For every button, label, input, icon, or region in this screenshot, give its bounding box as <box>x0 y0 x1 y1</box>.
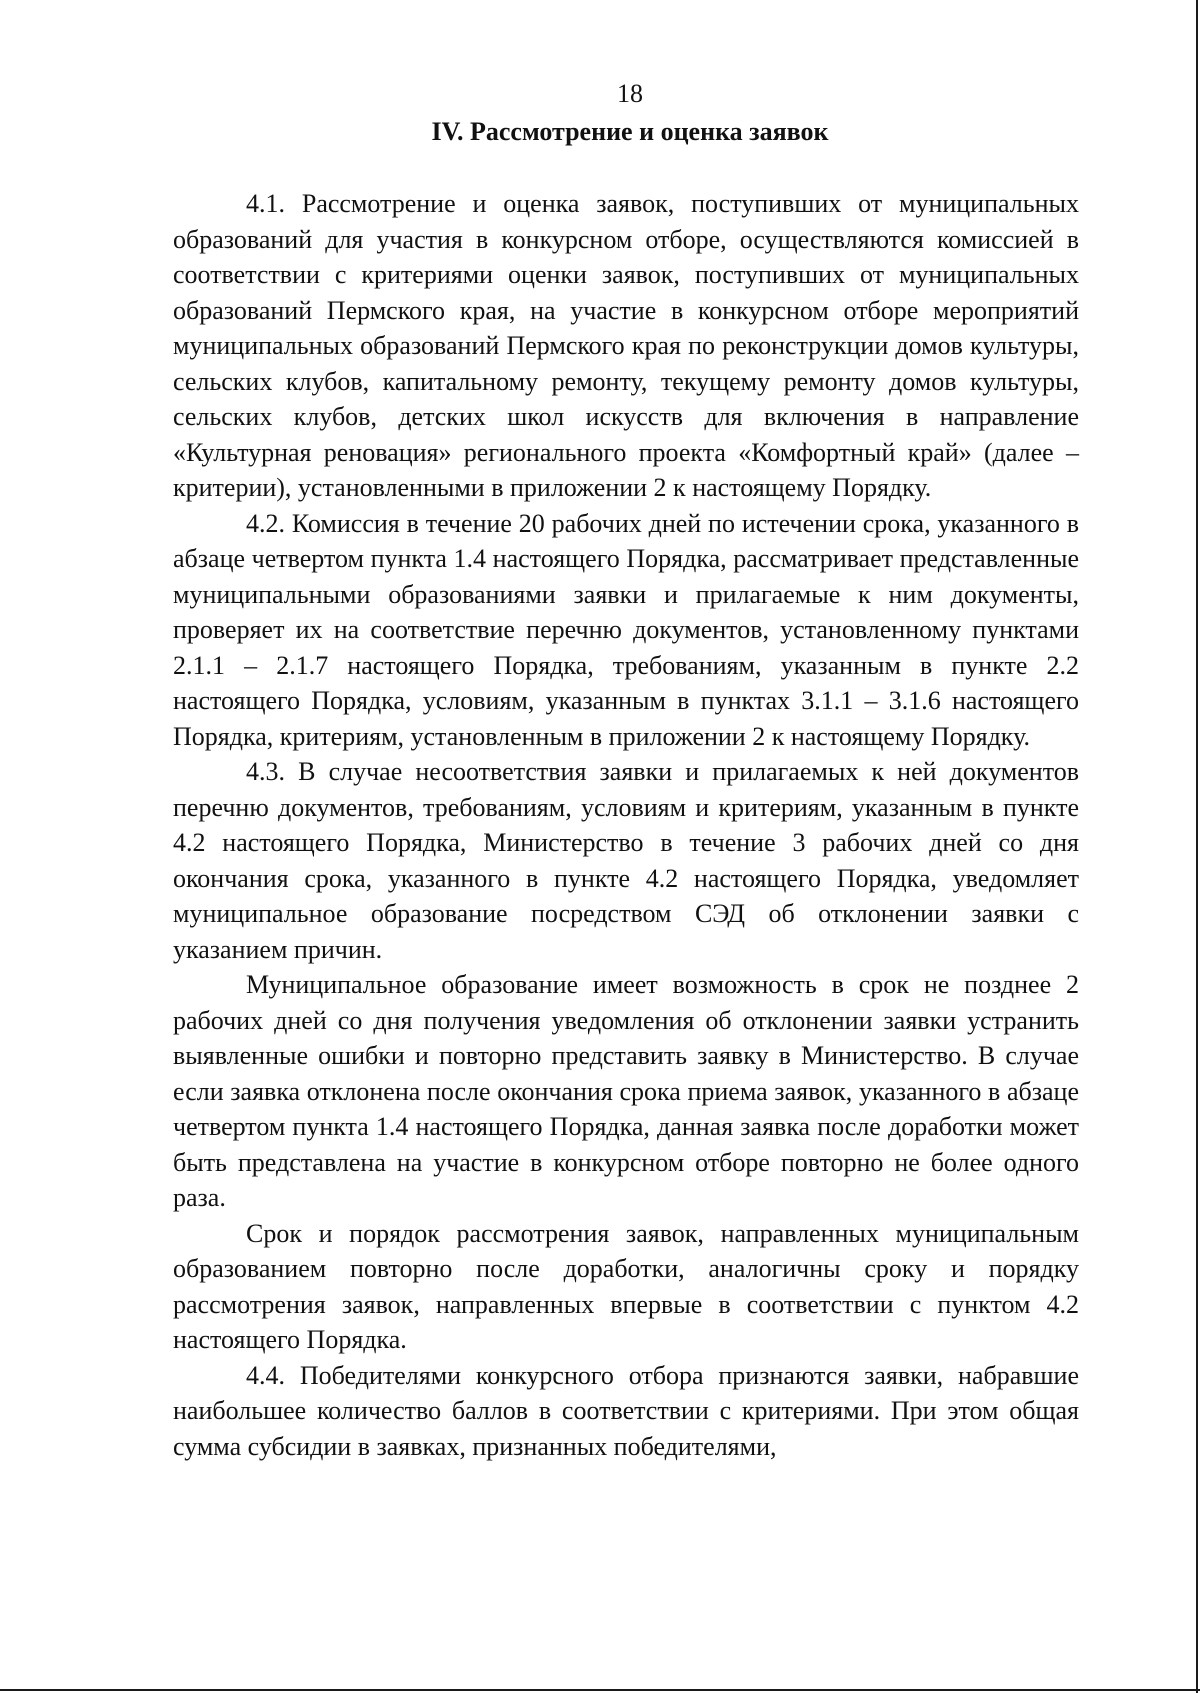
page-number: 18 <box>617 79 643 108</box>
scan-edge-bottom <box>0 1689 1200 1691</box>
paragraph-4-3: 4.3. В случае несоответствия заявки и прилагаемых к ней документов перечню документов, требованиям, условиям и критериям, указанным в пункте 4.2 настоящего Порядка, Министерство в течение 3 рабочих дней со дня окончания срока, указанного в пункте 4.2 настоящего Порядка, уведомляет муниципальное образование посредством СЭД об отклонении заявки с указанием причин. <box>173 757 1079 964</box>
paragraph-4-3-resubmission: Муниципальное образование имеет возможность в срок не позднее 2 рабочих дней со дня получения уведомления об отклонении заявки устранить выявленные ошибки и повторно представить заявку в Министерство. В случае если заявка отклонена после окончания срока приема заявок, указанного в абзаце четвертом пункта 1.4 настоящего Порядка, данная заявка после доработки может быть представлена на участие в конкурсном отборе повторно не более одного раза. <box>173 970 1079 1212</box>
paragraph-4-4: 4.4. Победителями конкурсного отбора признаются заявки, набравшие наибольшее количество баллов в соответствии с критериями. При этом общая сумма субсидии в заявках, признанных победителями, <box>173 1360 1079 1461</box>
paragraph-4-3-review-terms: Срок и порядок рассмотрения заявок, направленных муниципальным образованием повторно после доработки, аналогичны сроку и порядку рассмотрения заявок, направленных впервые в соответствии с пунктом 4.2 настоящего Порядка. <box>173 1218 1079 1354</box>
paragraph-4-1: 4.1. Рассмотрение и оценка заявок, поступивших от муниципальных образований для участия в конкурсном отборе, осуществляются комиссией в соответствии с критериями оценки заявок, поступивших от муниципальных образований Пермского края, на участие в конкурсном отборе мероприятий муниципальных образований Пермского края по реконструкции домов культуры, сельских клубов, капитальному ремонту, текущему ремонту домов культуры, сельских клубов, детских школ искусств для включения в направление «Культурная реновация» регионального проекта «Комфортный край» (далее – критерии), установленными в приложении 2 к настоящему Порядку. <box>173 189 1079 502</box>
section-title: IV. Рассмотрение и оценка заявок <box>431 117 829 146</box>
document-body <box>173 186 1079 1464</box>
paragraph-4-2: 4.2. Комиссия в течение 20 рабочих дней по истечении срока, указанного в абзаце четвертом пункта 1.4 настоящего Порядка, рассматривает представленные муниципальными образованиями заявки и прилагаемые к ним документы, проверяет их на соответствие перечню документов, установленному пунктами 2.1.1 – 2.1.7 настоящего Порядка, требованиям, указанным в пункте 2.2 настоящего Порядка, условиям, указанным в пунктах 3.1.1 – 3.1.6 настоящего Порядка, критериям, установленным в приложении 2 к настоящему Порядку. <box>173 508 1079 751</box>
scan-edge-right <box>1196 0 1198 1693</box>
